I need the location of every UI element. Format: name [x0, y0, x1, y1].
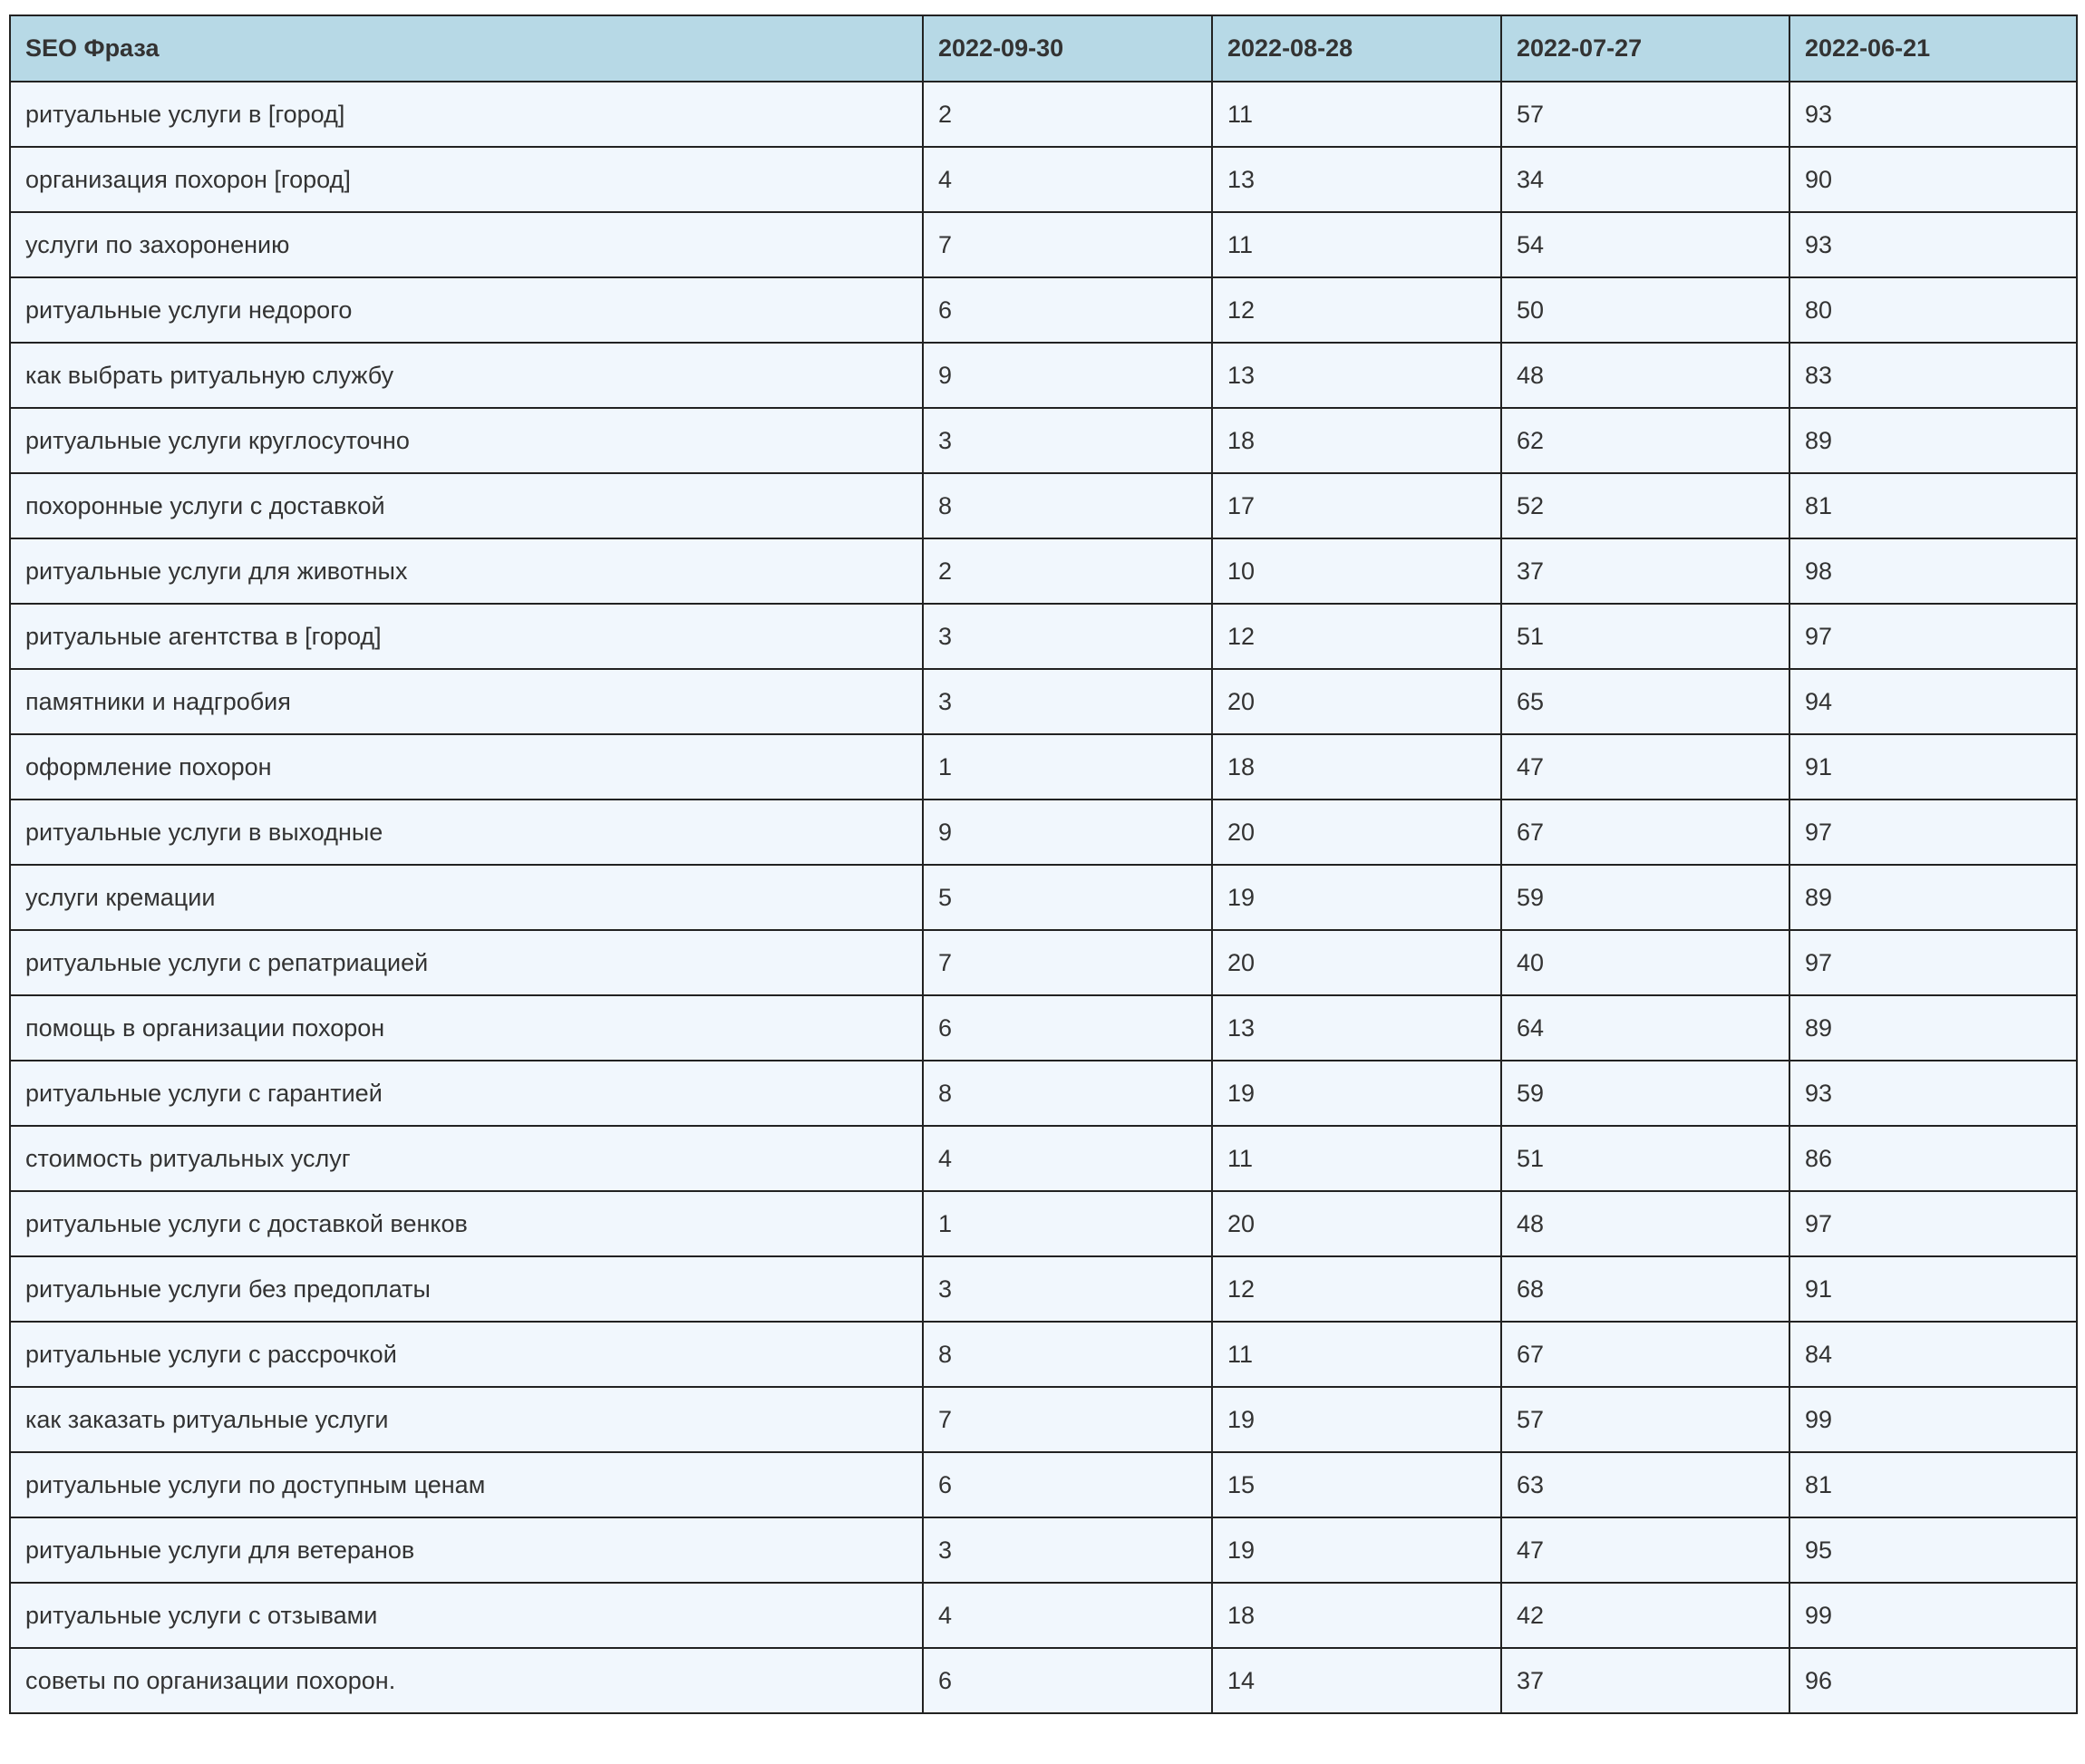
table-row: [10, 277, 2077, 343]
cell-position: 8: [923, 473, 1212, 538]
cell-seo-phrase: как заказать ритуальные услуги: [10, 1387, 923, 1452]
table-row: [10, 1322, 2077, 1387]
cell-position: 20: [1212, 669, 1501, 734]
cell-position: 13: [1212, 147, 1501, 212]
cell-position: 65: [1501, 669, 1789, 734]
cell-position: 91: [1789, 734, 2077, 800]
cell-position: 11: [1212, 82, 1501, 147]
cell-position: 2: [923, 82, 1212, 147]
cell-position: 37: [1501, 538, 1789, 604]
table-row: [10, 1061, 2077, 1126]
table-row: [10, 669, 2077, 734]
cell-position: 98: [1789, 538, 2077, 604]
cell-position: 7: [923, 1387, 1212, 1452]
cell-position: 12: [1212, 277, 1501, 343]
table-row: [10, 1387, 2077, 1452]
cell-seo-phrase: как выбрать ритуальную службу: [10, 343, 923, 408]
cell-position: 89: [1789, 865, 2077, 930]
cell-seo-phrase: помощь в организации похорон: [10, 995, 923, 1061]
cell-position: 80: [1789, 277, 2077, 343]
cell-position: 37: [1501, 1648, 1789, 1713]
cell-position: 4: [923, 147, 1212, 212]
table-row: [10, 408, 2077, 473]
cell-seo-phrase: ритуальные услуги с отзывами: [10, 1583, 923, 1648]
header-cell-seo-phrase: SEO Фраза: [10, 15, 923, 82]
cell-position: 19: [1212, 865, 1501, 930]
cell-position: 9: [923, 800, 1212, 865]
cell-position: 83: [1789, 343, 2077, 408]
cell-position: 13: [1212, 995, 1501, 1061]
cell-position: 3: [923, 1517, 1212, 1583]
cell-position: 17: [1212, 473, 1501, 538]
cell-position: 13: [1212, 343, 1501, 408]
cell-position: 67: [1501, 1322, 1789, 1387]
cell-position: 48: [1501, 1191, 1789, 1256]
cell-position: 3: [923, 1256, 1212, 1322]
cell-position: 18: [1212, 408, 1501, 473]
cell-position: 57: [1501, 82, 1789, 147]
table-row: [10, 1583, 2077, 1648]
table-row: [10, 1452, 2077, 1517]
table-header: [10, 15, 2077, 82]
cell-position: 99: [1789, 1387, 2077, 1452]
cell-position: 18: [1212, 1583, 1501, 1648]
table-row: [10, 930, 2077, 995]
table-row: [10, 734, 2077, 800]
cell-position: 59: [1501, 1061, 1789, 1126]
table-row: [10, 147, 2077, 212]
cell-position: 47: [1501, 1517, 1789, 1583]
cell-seo-phrase: ритуальные услуги с репатриацией: [10, 930, 923, 995]
cell-position: 2: [923, 538, 1212, 604]
table-row: [10, 1191, 2077, 1256]
table-row: [10, 1126, 2077, 1191]
cell-position: 63: [1501, 1452, 1789, 1517]
cell-seo-phrase: ритуальные услуги в [город]: [10, 82, 923, 147]
cell-seo-phrase: памятники и надгробия: [10, 669, 923, 734]
cell-position: 95: [1789, 1517, 2077, 1583]
header-cell-date: 2022-08-28: [1212, 15, 1501, 82]
cell-position: 10: [1212, 538, 1501, 604]
cell-position: 20: [1212, 930, 1501, 995]
header-cell-date: 2022-06-21: [1789, 15, 2077, 82]
cell-position: 18: [1212, 734, 1501, 800]
cell-position: 6: [923, 277, 1212, 343]
cell-position: 42: [1501, 1583, 1789, 1648]
cell-position: 67: [1501, 800, 1789, 865]
cell-position: 84: [1789, 1322, 2077, 1387]
table-row: [10, 800, 2077, 865]
cell-seo-phrase: ритуальные услуги круглосуточно: [10, 408, 923, 473]
cell-position: 12: [1212, 604, 1501, 669]
cell-seo-phrase: ритуальные услуги для животных: [10, 538, 923, 604]
cell-position: 89: [1789, 995, 2077, 1061]
table-row: [10, 995, 2077, 1061]
cell-position: 50: [1501, 277, 1789, 343]
cell-position: 19: [1212, 1387, 1501, 1452]
cell-position: 93: [1789, 1061, 2077, 1126]
cell-position: 51: [1501, 1126, 1789, 1191]
cell-position: 81: [1789, 473, 2077, 538]
cell-seo-phrase: ритуальные услуги по доступным ценам: [10, 1452, 923, 1517]
cell-seo-phrase: похоронные услуги с доставкой: [10, 473, 923, 538]
cell-position: 59: [1501, 865, 1789, 930]
cell-position: 3: [923, 604, 1212, 669]
cell-position: 93: [1789, 212, 2077, 277]
cell-seo-phrase: услуги кремации: [10, 865, 923, 930]
cell-position: 57: [1501, 1387, 1789, 1452]
cell-seo-phrase: услуги по захоронению: [10, 212, 923, 277]
seo-table-container: [9, 15, 2076, 1714]
cell-position: 54: [1501, 212, 1789, 277]
table-row: [10, 343, 2077, 408]
cell-position: 14: [1212, 1648, 1501, 1713]
cell-position: 93: [1789, 82, 2077, 147]
table-row: [10, 1648, 2077, 1713]
cell-position: 3: [923, 408, 1212, 473]
cell-position: 97: [1789, 930, 2077, 995]
cell-position: 19: [1212, 1061, 1501, 1126]
table-row: [10, 1256, 2077, 1322]
cell-position: 11: [1212, 1322, 1501, 1387]
cell-seo-phrase: ритуальные услуги с рассрочкой: [10, 1322, 923, 1387]
cell-seo-phrase: оформление похорон: [10, 734, 923, 800]
cell-position: 8: [923, 1061, 1212, 1126]
cell-position: 15: [1212, 1452, 1501, 1517]
cell-position: 47: [1501, 734, 1789, 800]
cell-position: 6: [923, 1452, 1212, 1517]
table-body: [10, 82, 2077, 1713]
cell-position: 48: [1501, 343, 1789, 408]
table-row: [10, 212, 2077, 277]
cell-position: 64: [1501, 995, 1789, 1061]
cell-position: 68: [1501, 1256, 1789, 1322]
cell-position: 62: [1501, 408, 1789, 473]
cell-seo-phrase: организация похорон [город]: [10, 147, 923, 212]
cell-position: 97: [1789, 1191, 2077, 1256]
cell-position: 90: [1789, 147, 2077, 212]
table-row: [10, 82, 2077, 147]
cell-position: 6: [923, 1648, 1212, 1713]
table-row: [10, 1517, 2077, 1583]
header-cell-date: 2022-07-27: [1501, 15, 1789, 82]
cell-position: 86: [1789, 1126, 2077, 1191]
cell-position: 8: [923, 1322, 1212, 1387]
cell-position: 96: [1789, 1648, 2077, 1713]
cell-position: 52: [1501, 473, 1789, 538]
cell-seo-phrase: советы по организации похорон.: [10, 1648, 923, 1713]
cell-position: 97: [1789, 800, 2077, 865]
cell-position: 7: [923, 930, 1212, 995]
cell-seo-phrase: ритуальные услуги без предоплаты: [10, 1256, 923, 1322]
cell-position: 19: [1212, 1517, 1501, 1583]
cell-position: 1: [923, 734, 1212, 800]
cell-seo-phrase: ритуальные услуги с доставкой венков: [10, 1191, 923, 1256]
cell-position: 97: [1789, 604, 2077, 669]
cell-position: 81: [1789, 1452, 2077, 1517]
cell-position: 4: [923, 1126, 1212, 1191]
cell-seo-phrase: ритуальные услуги в выходные: [10, 800, 923, 865]
header-row: [10, 15, 2077, 82]
cell-position: 34: [1501, 147, 1789, 212]
cell-position: 20: [1212, 1191, 1501, 1256]
cell-position: 11: [1212, 1126, 1501, 1191]
cell-seo-phrase: ритуальные услуги с гарантией: [10, 1061, 923, 1126]
cell-seo-phrase: ритуальные услуги для ветеранов: [10, 1517, 923, 1583]
cell-position: 1: [923, 1191, 1212, 1256]
header-cell-date: 2022-09-30: [923, 15, 1212, 82]
cell-position: 99: [1789, 1583, 2077, 1648]
table-row: [10, 604, 2077, 669]
cell-position: 40: [1501, 930, 1789, 995]
cell-position: 11: [1212, 212, 1501, 277]
cell-position: 9: [923, 343, 1212, 408]
cell-position: 5: [923, 865, 1212, 930]
table-row: [10, 865, 2077, 930]
seo-positions-table: [9, 15, 2078, 1714]
cell-position: 3: [923, 669, 1212, 734]
cell-seo-phrase: ритуальные агентства в [город]: [10, 604, 923, 669]
cell-position: 6: [923, 995, 1212, 1061]
cell-position: 51: [1501, 604, 1789, 669]
table-row: [10, 473, 2077, 538]
cell-position: 91: [1789, 1256, 2077, 1322]
cell-seo-phrase: стоимость ритуальных услуг: [10, 1126, 923, 1191]
cell-position: 89: [1789, 408, 2077, 473]
cell-position: 7: [923, 212, 1212, 277]
cell-position: 20: [1212, 800, 1501, 865]
cell-seo-phrase: ритуальные услуги недорого: [10, 277, 923, 343]
cell-position: 4: [923, 1583, 1212, 1648]
cell-position: 12: [1212, 1256, 1501, 1322]
table-row: [10, 538, 2077, 604]
cell-position: 94: [1789, 669, 2077, 734]
